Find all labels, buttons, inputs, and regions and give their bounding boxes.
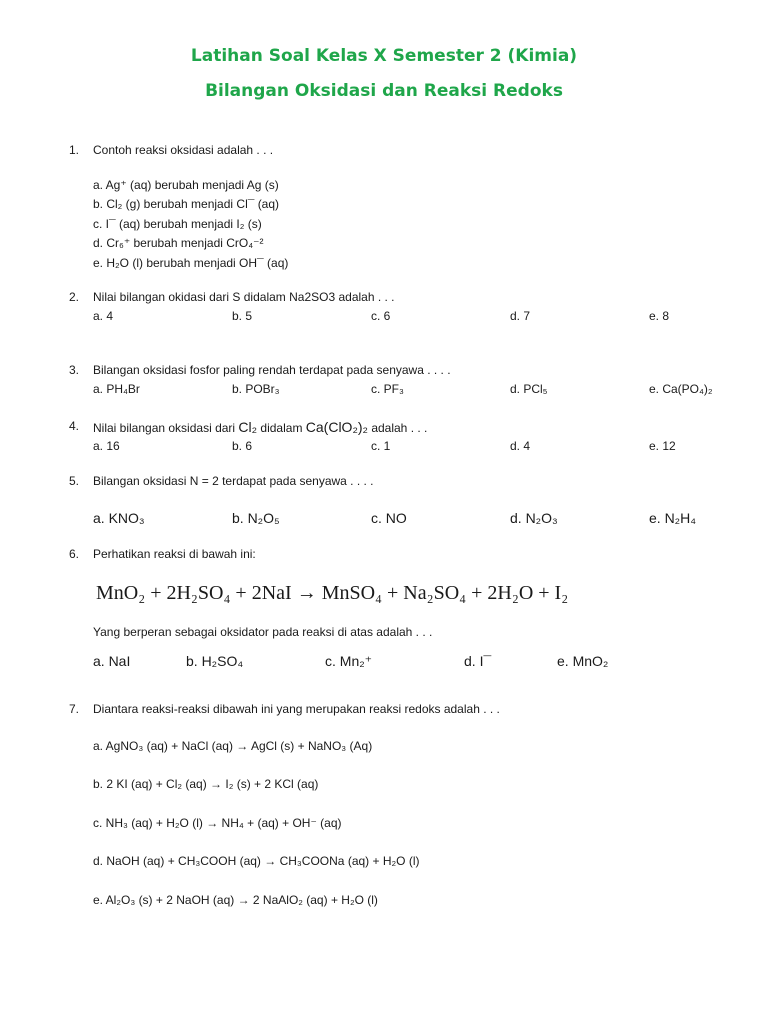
option-c: c. NO: [371, 510, 407, 526]
option-a: a. NaI: [93, 653, 131, 669]
option-b: b. H₂SO₄: [186, 653, 244, 669]
question-stem: Bilangan oksidasi N = 2 terdapat pada senyawa . . . .: [93, 474, 374, 488]
option-d: d. PCl₅: [510, 382, 548, 396]
q7-option-d: d. NaOH (aq) + CH₃COOH (aq) → CH₃COONa (aq) + H₂O (l): [93, 854, 420, 868]
q1-option-c: c. I¯ (aq) berubah menjadi I₂ (s): [93, 217, 262, 231]
q1-option-e: e. H₂O (l) berubah menjadi OH¯ (aq): [93, 256, 289, 270]
option-b: b. POBr₃: [232, 382, 280, 396]
option-a: a. KNO₃: [93, 510, 145, 526]
question-stem: Bilangan oksidasi fosfor paling rendah terdapat pada senyawa . . . .: [93, 363, 451, 377]
formula-cl2: Cl₂: [238, 419, 258, 435]
option-e: e. MnO₂: [557, 653, 609, 669]
option-b: b. 5: [232, 309, 253, 323]
option-e: e. 12: [649, 439, 676, 453]
q1-option-a: a. Ag⁺ (aq) berubah menjadi Ag (s): [93, 178, 279, 192]
option-a: a. 4: [93, 309, 114, 323]
q7-option-a: a. AgNO₃ (aq) + NaCl (aq) → AgCl (s) + NaNO₃ (Aq): [93, 739, 373, 753]
option-b: b. N₂O₅: [232, 510, 280, 526]
question-number: 1.: [69, 143, 80, 157]
option-d: d. 4: [510, 439, 531, 453]
worksheet-title: Latihan Soal Kelas X Semester 2 (Kimia): [190, 46, 578, 66]
question-number: 3.: [69, 363, 80, 377]
worksheet-subtitle: Bilangan Oksidasi dan Reaksi Redoks: [205, 81, 563, 101]
option-c: c. Mn₂⁺: [325, 653, 373, 669]
q7-option-b: b. 2 KI (aq) + Cl₂ (aq) → I₂ (s) + 2 KCl (aq): [93, 777, 319, 791]
question-number: 4.: [69, 419, 80, 433]
question-number: 2.: [69, 290, 80, 304]
option-a: a. 16: [93, 439, 120, 453]
question-stem: Diantara reaksi-reaksi dibawah ini yang merupakan reaksi redoks adalah . . .: [93, 702, 500, 716]
option-d: d. N₂O₃: [510, 510, 558, 526]
option-e: e. 8: [649, 309, 670, 323]
option-d: d. 7: [510, 309, 531, 323]
question-stem: Nilai bilangan oksidasi dari Cl₂ didalam Ca(ClO₂)₂ adalah . . .: [93, 419, 428, 435]
question-stem: Nilai bilangan okidasi dari S didalam Na2SO3 adalah . . .: [93, 290, 395, 304]
reaction-equation: MnO₂ + 2H₂SO₄ + 2NaI → MnSO₄ + Na₂SO₄ + 2H₂O + I₂: [96, 582, 569, 604]
q1-option-b: b. Cl₂ (g) berubah menjadi Cl¯ (aq): [93, 197, 280, 211]
option-a: a. PH₄Br: [93, 382, 140, 396]
question-number: 5.: [69, 474, 80, 488]
option-b: b. 6: [232, 439, 253, 453]
q1-option-d: d. Cr₆⁺ berubah menjadi CrO₄⁻²: [93, 236, 264, 250]
question-number: 7.: [69, 702, 80, 716]
option-c: c. 1: [371, 439, 391, 453]
q7-option-c: c. NH₃ (aq) + H₂O (l) → NH₄ + (aq) + OH⁻ (aq): [93, 816, 342, 830]
q7-option-e: e. Al₂O₃ (s) + 2 NaOH (aq) → 2 NaAlO₂ (aq) + H₂O (l): [93, 893, 378, 907]
q6-prompt: Yang berperan sebagai oksidator pada reaksi di atas adalah . . .: [93, 625, 433, 639]
option-e: e. N₂H₄: [649, 510, 696, 526]
question-stem: Contoh reaksi oksidasi adalah . . .: [93, 143, 274, 157]
formula-ca-clo2: Ca(ClO₂)₂: [305, 419, 368, 435]
option-e: e. Ca(PO₄)₂: [649, 382, 713, 396]
option-c: c. PF₃: [371, 382, 404, 396]
question-stem: Perhatikan reaksi di bawah ini:: [93, 547, 256, 561]
option-d: d. I¯: [464, 653, 492, 669]
option-c: c. 6: [371, 309, 391, 323]
question-number: 6.: [69, 547, 80, 561]
